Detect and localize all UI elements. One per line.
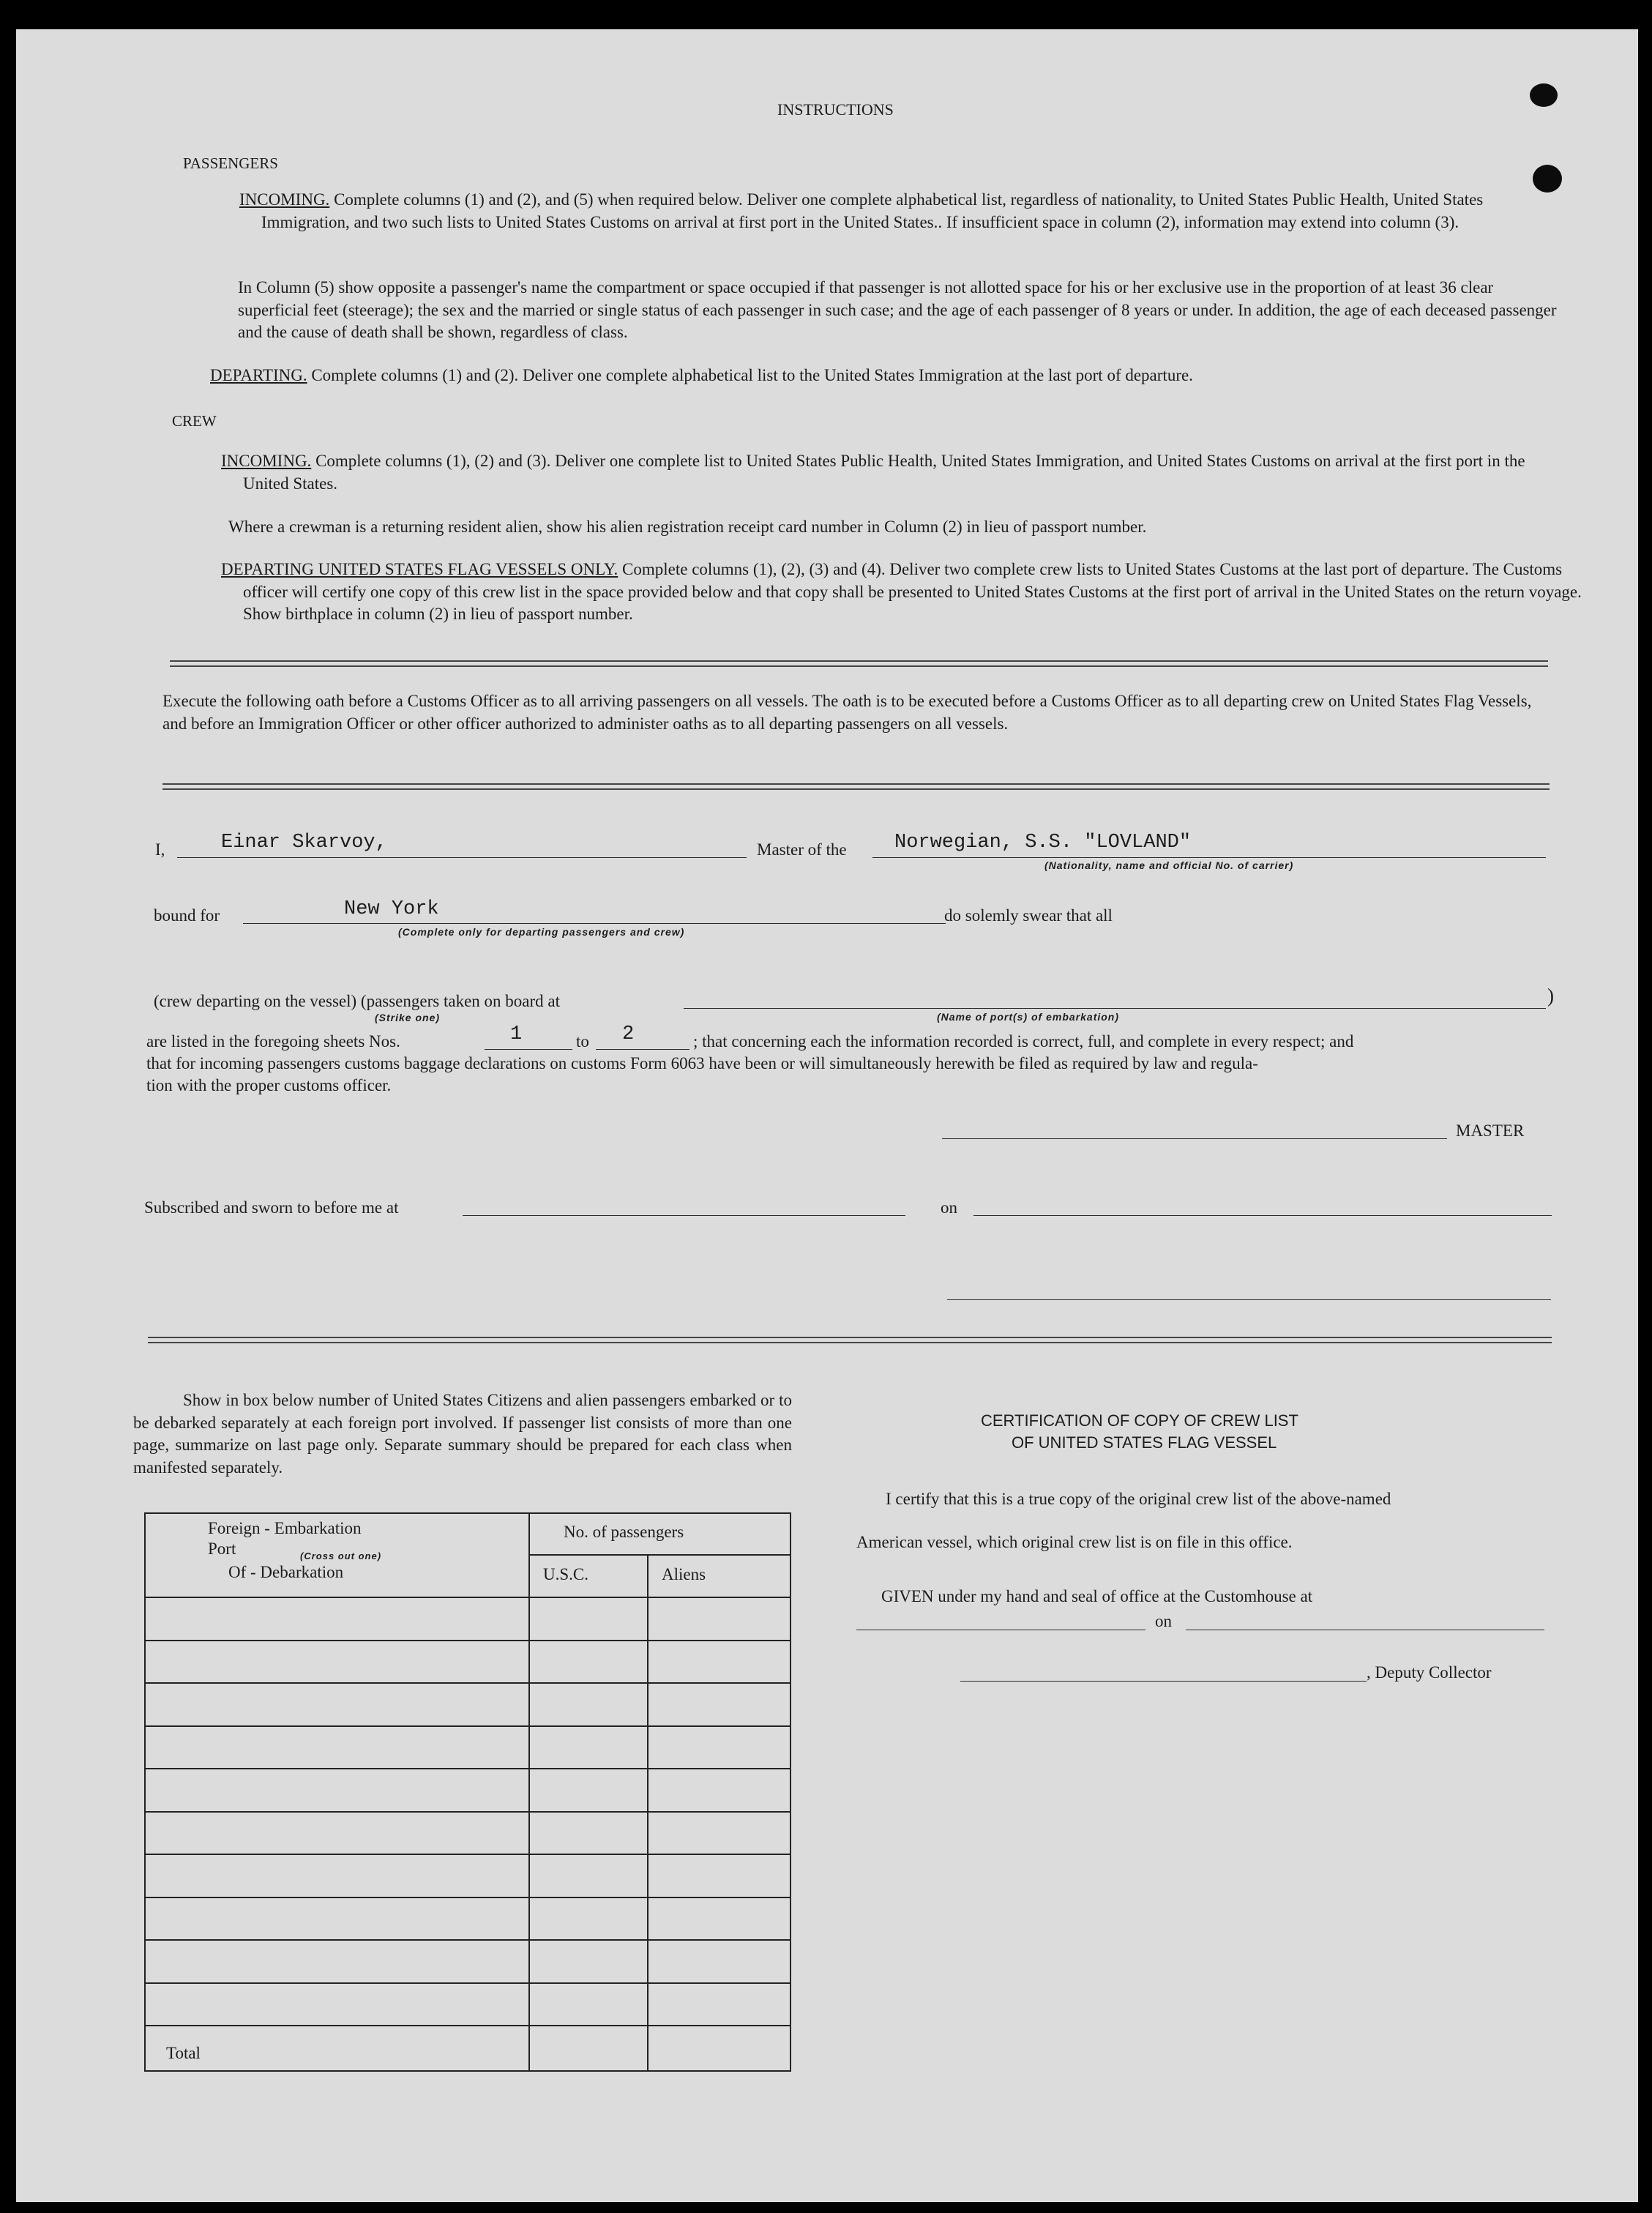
- crew-departing-text: (crew departing on the vessel) (passengers taken on board at: [154, 992, 560, 1010]
- deputy-collector-label: , Deputy Collector: [1367, 1663, 1492, 1682]
- divider: [162, 783, 1550, 790]
- crew-incoming: [221, 450, 1539, 495]
- bound-for-label: bound for: [154, 906, 220, 925]
- passengers-incoming: [239, 189, 1568, 234]
- divider: [170, 660, 1548, 667]
- table-row-divider: [144, 2025, 791, 2026]
- divider: [148, 1337, 1552, 1343]
- listed-text-1: ; that concerning each the information recorded is correct, full, and complete in every respect; and: [693, 1032, 1354, 1050]
- port-hint: (Name of port(s) of embarkation): [937, 1011, 1120, 1023]
- col-usc-header: U.S.C.: [543, 1565, 588, 1583]
- listed-text-2: that for incoming passengers customs baggage declarations on customs Form 6063 have been or will simultaneously herewith be filed as required by law and regula-: [146, 1054, 1258, 1072]
- crew-departing-text: Complete columns (1), (2), (3) and (4). Deliver two complete crew lists to United States Customs at the last port of departure. The Customs officer will certify one copy of this crew list in the space provided below and that copy shall be presented to United States Customs at the first port of arrival in the United States on the return voyage. Show birthplace in column (2) in lieu of passport number.: [243, 560, 1582, 623]
- destination: New York: [344, 898, 439, 920]
- passengers-departing-label: DEPARTING.: [210, 366, 307, 384]
- passengers-incoming-text: Complete columns (1) and (2), and (5) when required below. Deliver one complete alphabetical list, regardless of nationality, to United States Public Health, United States Immigration, and two such lists to United States Customs on arrival at first port in the United States.. If insufficient space in column (2), information may extend into column (3).: [261, 190, 1484, 231]
- table-row-divider: [144, 1640, 791, 1641]
- embarkation-port-field: [684, 1008, 1546, 1009]
- table-row-divider: [144, 1854, 791, 1855]
- master-name: Einar Skarvoy,: [221, 832, 387, 854]
- officer-signature-field: [947, 1299, 1551, 1300]
- col-port-header-3: Of - Debarkation: [228, 1563, 344, 1581]
- punch-hole: [1530, 83, 1558, 107]
- document-page: [16, 29, 1638, 2202]
- destination-hint: (Complete only for departing passengers and crew): [398, 926, 685, 938]
- master-of-label: Master of the: [757, 840, 847, 859]
- oath-instruction: Execute the following oath before a Customs Officer as to all arriving passengers on all vessels. The oath is to be executed before a Customs Officer as to all departing crew on United States Flag Vessels, and before an Immigration Officer or other officer authorized to administer oaths as to all departing passengers on all vessels.: [162, 692, 1532, 733]
- oath-i-label: I,: [155, 840, 165, 859]
- table-row-divider: [144, 1939, 791, 1941]
- table-row-divider: [528, 1554, 791, 1556]
- listed-label: are listed in the foregoing sheets Nos.: [146, 1032, 400, 1050]
- certification-heading-1: CERTIFICATION OF COPY OF CREW LIST: [981, 1411, 1298, 1430]
- crew-incoming-label: INCOMING.: [221, 452, 312, 470]
- sheet-from-field: [485, 1049, 572, 1050]
- strike-hint: (Strike one): [375, 1012, 441, 1023]
- subscribed-label: Subscribed and sworn to before me at: [144, 1198, 399, 1217]
- sheet-to-field: [596, 1049, 689, 1050]
- table-row-divider: [144, 1982, 791, 1984]
- sworn-date-field: [973, 1215, 1552, 1216]
- col-port-hint: (Cross out one): [300, 1550, 382, 1561]
- crew-incoming-text: Complete columns (1), (2) and (3). Deliver one complete list to United States Public Health, United States Immigration, and United States Customs on arrival at the first port in the United States.: [243, 452, 1525, 493]
- certification-line-2: American vessel, which original crew list is on file in this office.: [856, 1533, 1293, 1551]
- vessel-name: Norwegian, S.S. "LOVLAND": [894, 832, 1192, 854]
- col-passengers-header: No. of passengers: [564, 1523, 684, 1541]
- close-paren: ): [1547, 985, 1554, 1007]
- table-row-divider: [144, 1768, 791, 1769]
- passengers-departing-text: Complete columns (1) and (2). Deliver one complete alphabetical list to the United States Immigration at the last port of departure.: [311, 366, 1193, 384]
- vessel-field: [872, 857, 1546, 858]
- passengers-column5: In Column (5) show opposite a passenger's name the compartment or space occupied if that passenger is not allotted space for his or her exclusive use in the proportion of at least 36 clear superficial feet (steerage); the sex and the married or single status of each passenger in such case; and the age of each passenger of 8 years or under. In addition, the age of each deceased passenger and the cause of death shall be shown, regardless of class.: [238, 278, 1557, 341]
- master-name-field: [177, 857, 747, 858]
- sheet-to: 2: [622, 1023, 635, 1045]
- table-row-divider: [144, 1682, 791, 1684]
- crew-resident: Where a crewman is a returning resident alien, show his alien registration receipt card number in Column (2) in lieu of passport number.: [228, 518, 1147, 536]
- vessel-hint: (Nationality, name and official No. of carrier): [1044, 859, 1294, 871]
- page-title: INSTRUCTIONS: [777, 100, 894, 119]
- sworn-place-field: [463, 1215, 905, 1216]
- total-label: Total: [166, 2044, 201, 2062]
- master-signature-field: [942, 1138, 1447, 1139]
- deputy-signature-field: [960, 1681, 1367, 1682]
- sheet-from: 1: [510, 1023, 523, 1045]
- master-signature-label: MASTER: [1456, 1122, 1525, 1140]
- table-row-divider: [144, 1811, 791, 1813]
- table-row-divider: [144, 1897, 791, 1898]
- certification-line-3: GIVEN under my hand and seal of office at the Customhouse at: [881, 1587, 1313, 1605]
- col-port-header-2: Port: [208, 1540, 236, 1558]
- crew-heading: CREW: [172, 412, 217, 430]
- listed-text-3: tion with the proper customs officer.: [146, 1076, 392, 1094]
- passengers-heading: PASSENGERS: [183, 154, 278, 172]
- to-label: to: [576, 1032, 589, 1050]
- table-col-divider: [647, 1554, 649, 2072]
- table-row-divider: [144, 1597, 791, 1598]
- certification-on-label: on: [1155, 1612, 1172, 1630]
- swear-text: do solemly swear that all: [944, 906, 1113, 925]
- col-aliens-header: Aliens: [662, 1565, 706, 1583]
- crew-departing-label: DEPARTING UNITED STATES FLAG VESSELS ONLY.: [221, 560, 618, 578]
- destination-field: [243, 923, 946, 924]
- summary-instruction: Show in box below number of United States Citizens and alien passengers embarked or to be debarked separately at each foreign port involved. If passenger list consists of more than one page, summarize on last page only. Separate summary should be prepared for each class when manifested separately.: [133, 1391, 792, 1477]
- sworn-on-label: on: [941, 1198, 957, 1217]
- passengers-incoming-label: INCOMING.: [239, 190, 330, 209]
- certification-line-1: I certify that this is a true copy of the original crew list of the above-named: [886, 1490, 1391, 1508]
- crew-departing: [199, 559, 1582, 626]
- col-port-header-1: Foreign - Embarkation: [208, 1519, 362, 1537]
- table-row-divider: [144, 1725, 791, 1727]
- passengers-departing: [210, 365, 1193, 387]
- certification-heading-2: OF UNITED STATES FLAG VESSEL: [1012, 1433, 1277, 1452]
